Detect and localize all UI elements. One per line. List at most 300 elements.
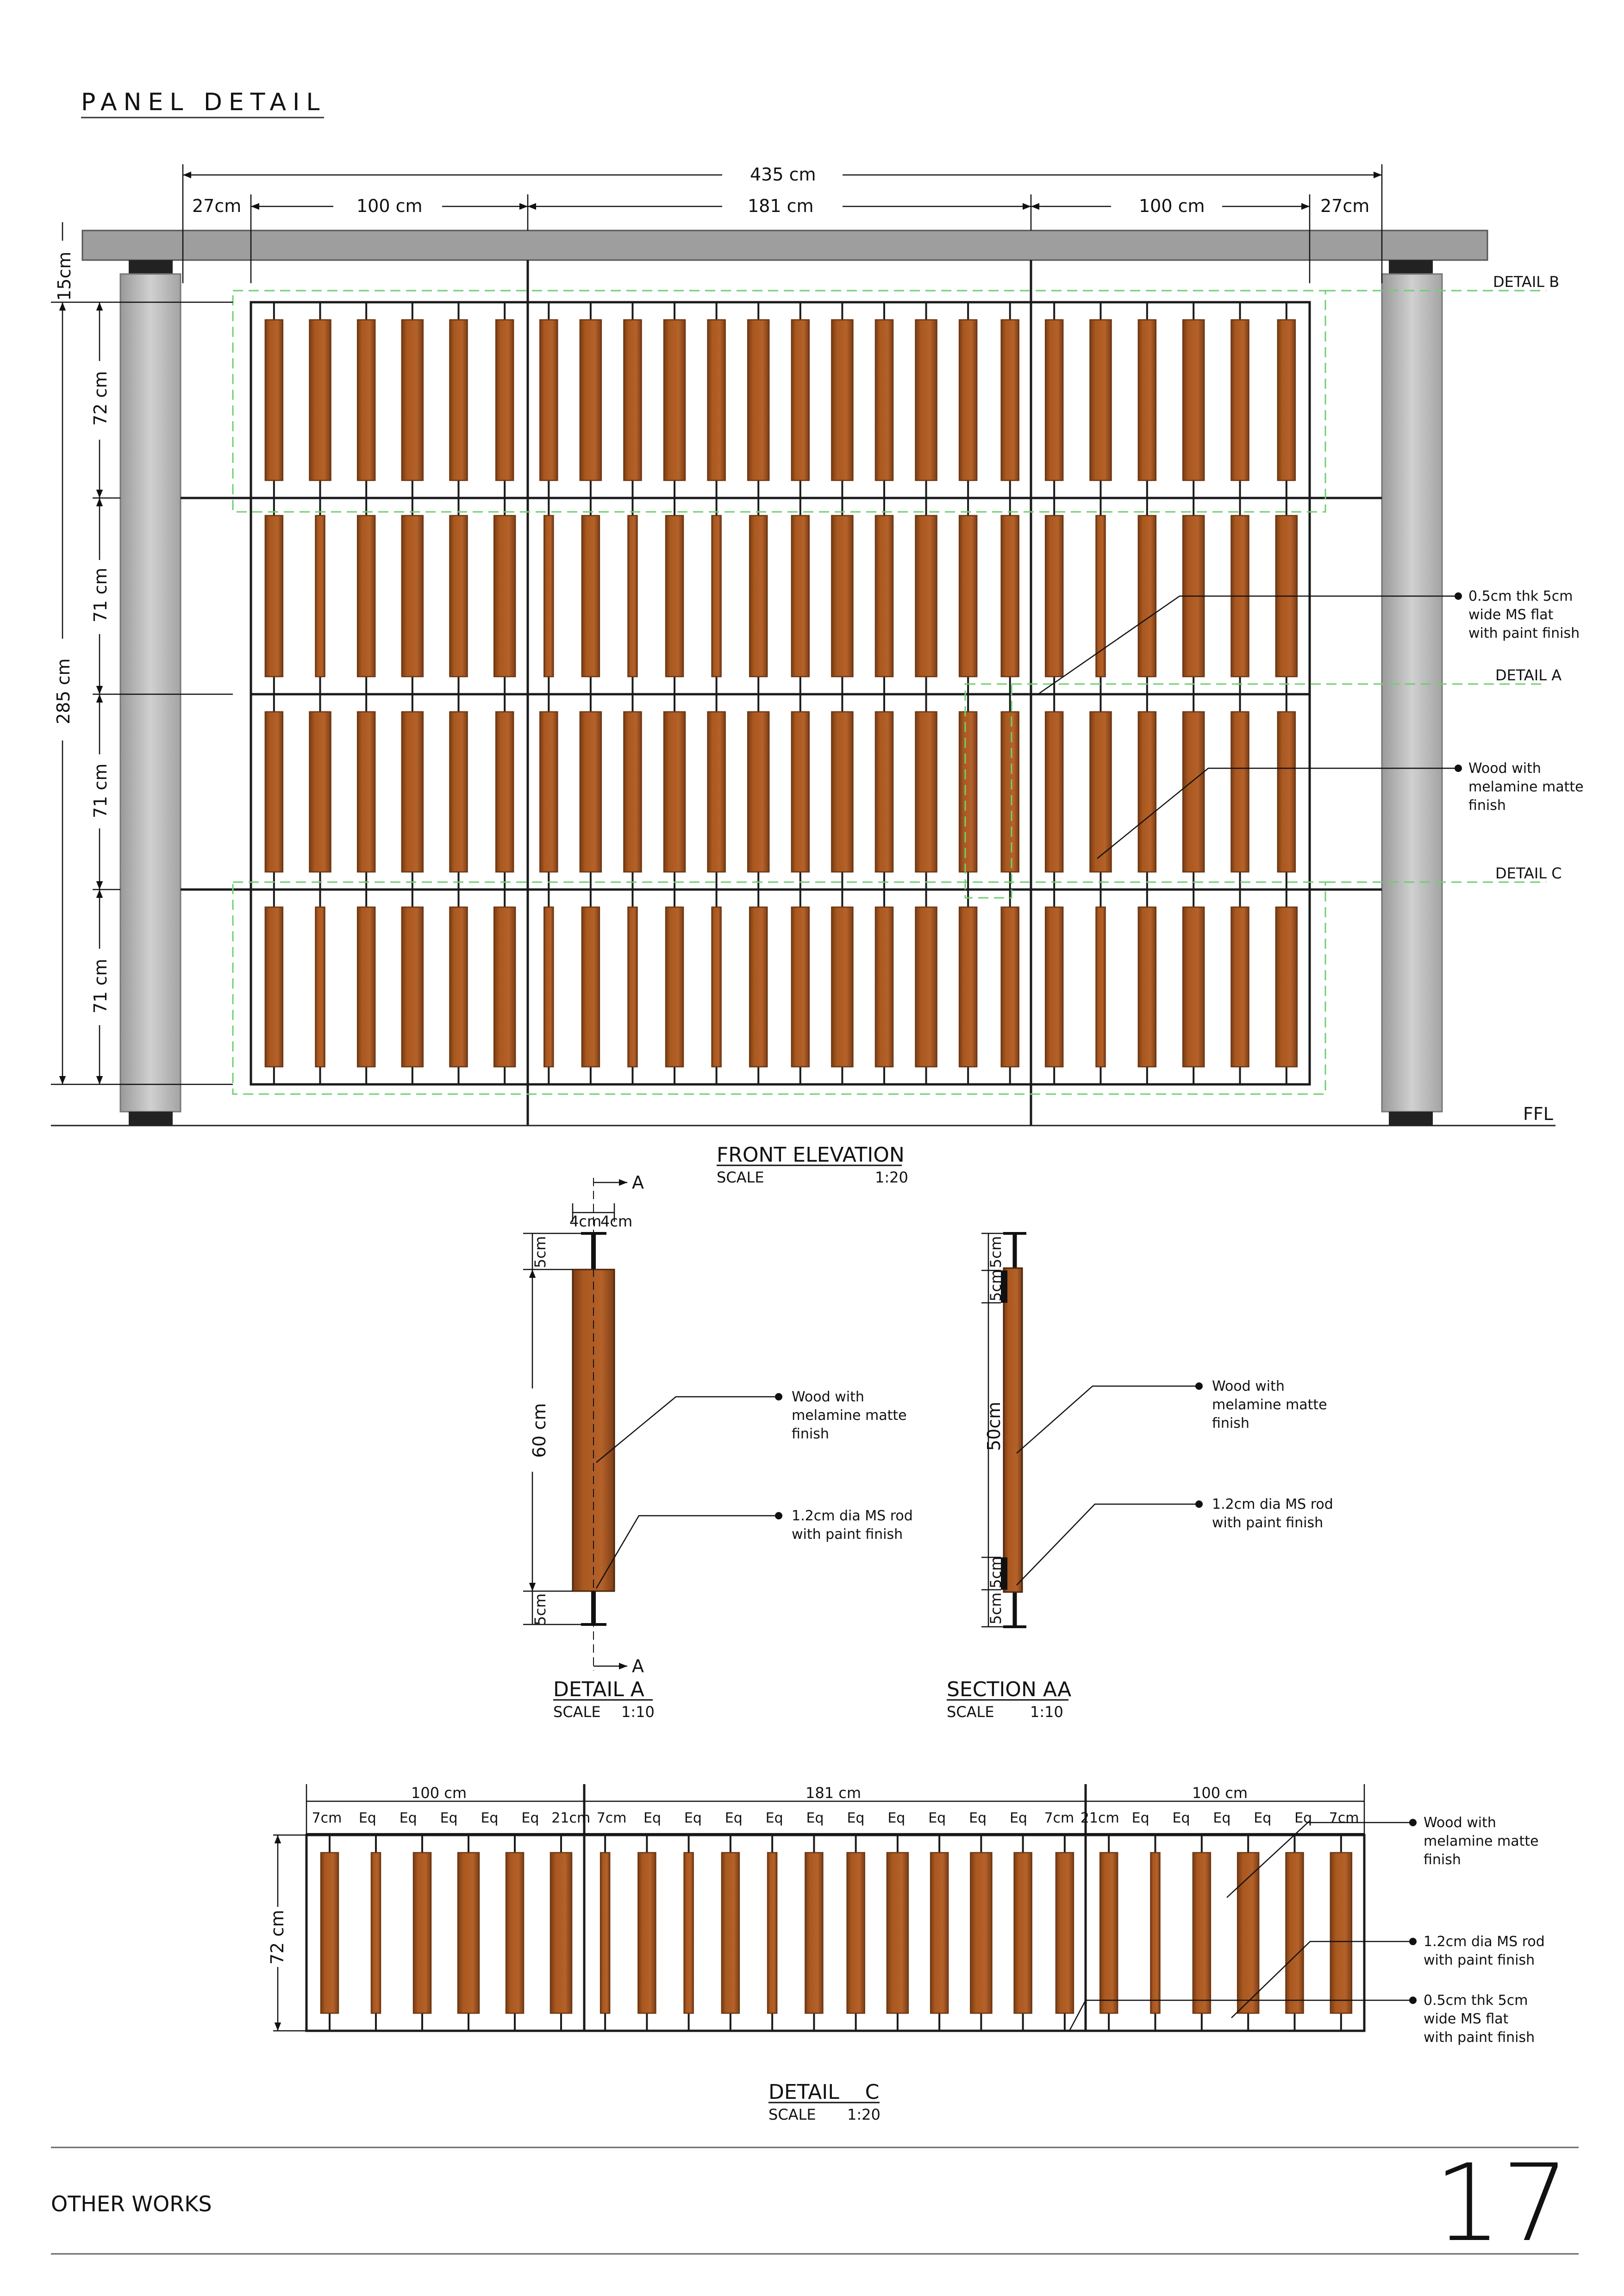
wood-slat [1330, 1853, 1352, 2013]
detail-c-slat-center-3 [684, 1835, 693, 2031]
detail-c-slat-left-1 [321, 1835, 338, 2031]
wood-slat [494, 907, 515, 1067]
detail-c-slat-center-8 [887, 1835, 908, 2031]
detail-c-spacing-label: 7cm [596, 1810, 627, 1826]
detail-c-spacing-label: Eq [440, 1810, 458, 1826]
detail-c-outline [233, 882, 1325, 1094]
elevation-slat-r1-center-11 [959, 302, 977, 498]
wood-slat [931, 1853, 948, 2013]
wood-slat [265, 907, 283, 1067]
wood-slat [450, 712, 468, 872]
wood-slat [316, 516, 325, 677]
elevation-slat-r4-left-4 [402, 890, 423, 1084]
wood-slat [638, 1853, 656, 2013]
detail-c-slat-right-5 [1286, 1835, 1304, 2031]
elevation-slat-r3-left-3 [357, 694, 375, 890]
wood-slat [666, 516, 683, 677]
wood-slat [1045, 320, 1063, 480]
wood-slat [1001, 712, 1019, 872]
elevation-slat-r1-center-7 [792, 302, 809, 498]
detail-a-dim-slat: 60 cm [529, 1403, 550, 1458]
detail-c-spacing-label: Eq [1131, 1810, 1149, 1826]
detail-c-spacing-label: Eq [1009, 1810, 1027, 1826]
elevation-slat-r3-right-3 [1138, 694, 1156, 890]
detail-c-dot-wood [1409, 1819, 1417, 1826]
elevation-slat-r3-center-1 [540, 694, 557, 890]
front-elevation-scale-value: 1:20 [875, 1169, 908, 1186]
elevation-slat-r3-center-9 [875, 694, 893, 890]
section-aa-dot-wood [1195, 1382, 1203, 1390]
detail-a-dot-wood [775, 1393, 782, 1400]
dim-row-4: 71 cm [90, 958, 111, 1014]
elevation-slat-r4-right-4 [1183, 890, 1204, 1084]
detail-c-spacing-label: Eq [725, 1810, 743, 1826]
wood-slat [684, 1853, 693, 2013]
wood-slat [959, 320, 977, 480]
elevation-slat-r2-right-1 [1045, 498, 1063, 694]
callout-dot-flat [1455, 592, 1462, 600]
dim-left-bay: 100 cm [356, 196, 423, 216]
detail-c-slat-center-12 [1056, 1835, 1074, 2031]
right-column-base [1389, 1112, 1433, 1126]
elevation-slat-r2-right-2 [1096, 498, 1106, 694]
front-elevation-title: FRONT ELEVATION [717, 1143, 905, 1167]
dim-right-bay: 100 cm [1139, 196, 1205, 216]
wood-slat [708, 712, 725, 872]
elevation-slat-r2-center-10 [916, 498, 937, 694]
elevation-slat-r1-right-4 [1183, 302, 1204, 498]
dim-row-3: 71 cm [90, 763, 111, 818]
wood-slat [959, 712, 977, 872]
front-elevation-scale-label: SCALE [717, 1169, 764, 1186]
detail-c-spacing-label: Eq [684, 1810, 702, 1826]
wood-slat [1014, 1853, 1032, 2013]
wood-slat [748, 712, 769, 872]
detail-c-slat-center-1 [600, 1835, 610, 2031]
elevation-slat-r3-center-7 [792, 694, 809, 890]
wood-slat [959, 516, 977, 677]
wood-slat [600, 1853, 610, 2013]
elevation-slat-r1-left-2 [310, 302, 331, 498]
detail-c-spacing-label: 21cm [1080, 1810, 1119, 1826]
wood-slat [628, 516, 637, 677]
section-aa [947, 1233, 1333, 1721]
elevation-slat-r1-right-2 [1090, 302, 1112, 498]
detail-c-slat-right-3 [1193, 1835, 1211, 2031]
elevation-slat-r4-center-5 [712, 890, 721, 1084]
detail-c-tag: DETAIL C [1495, 865, 1562, 882]
section-aa-slat [1004, 1268, 1022, 1592]
wood-slat [357, 516, 375, 677]
wood-slat [875, 712, 893, 872]
wood-slat [450, 907, 468, 1067]
detail-c-spacing-label: Eq [1294, 1810, 1312, 1826]
wood-slat [1278, 320, 1295, 480]
wood-slat [1237, 1853, 1259, 2013]
detail-c-slat-center-6 [805, 1835, 823, 2031]
elevation-slat-r4-right-5 [1231, 890, 1249, 1084]
elevation-slat-r3-center-10 [916, 694, 937, 890]
elevation-slat-r1-center-12 [1001, 302, 1019, 498]
detail-a-dim-half-right: 4cm [600, 1213, 633, 1230]
section-aa-dim-top-plate: 5cm [987, 1269, 1005, 1301]
section-aa-note-rod: 1.2cm dia MS rod with paint finish [1212, 1496, 1333, 1531]
elevation-slat-r2-center-12 [1001, 498, 1019, 694]
elevation-slat-r1-center-1 [540, 302, 557, 498]
elevation-slat-r2-center-5 [712, 498, 721, 694]
detail-c-spacing-label: Eq [1254, 1810, 1272, 1826]
wood-slat [1231, 320, 1249, 480]
wood-slat [496, 320, 513, 480]
wood-slat [916, 712, 937, 872]
wood-slat [1138, 516, 1156, 677]
detail-c-spacing-labels [312, 1810, 1359, 1826]
elevation-slat-r2-left-2 [316, 498, 325, 694]
detail-c-slat-right-6 [1330, 1835, 1352, 2031]
wood-slat [1045, 516, 1063, 677]
top-beam [82, 230, 1487, 260]
elevation-slat-r3-center-5 [708, 694, 725, 890]
front-elevation [51, 164, 1584, 1186]
section-aa-dim-bottom-plate: 5cm [987, 1556, 1005, 1588]
wood-slat [664, 320, 685, 480]
wood-slat [831, 516, 853, 677]
detail-c-spacing-label: 7cm [1044, 1810, 1074, 1826]
wood-slat [1138, 712, 1156, 872]
detail-c-spacing-label: Eq [643, 1810, 662, 1826]
detail-c-spacing-label: 21cm [551, 1810, 591, 1826]
wood-slat [916, 516, 937, 677]
sheet-heading: PANEL DETAIL [81, 88, 326, 116]
detail-c-slat-center-9 [931, 1835, 948, 2031]
detail-c-spacing-label: Eq [765, 1810, 783, 1826]
elevation-slat-r3-center-12 [1001, 694, 1019, 890]
wood-slat [847, 1853, 865, 2013]
detail-a-scale-label: SCALE [553, 1703, 601, 1721]
wood-slat [1100, 1853, 1118, 2013]
elevation-slat-r4-left-5 [450, 890, 468, 1084]
detail-c-slat-left-2 [371, 1835, 381, 2031]
wood-slat [550, 1853, 572, 2013]
elevation-slat-r4-center-11 [959, 890, 977, 1084]
detail-a-note-wood: Wood with melamine matte finish [792, 1389, 907, 1442]
dim-row-2: 71 cm [90, 567, 111, 622]
elevation-slat-r4-center-10 [916, 890, 937, 1084]
detail-b-tag: DETAIL B [1493, 273, 1560, 291]
detail-c-slat-center-11 [1014, 1835, 1032, 2031]
elevation-slat-r2-center-2 [582, 498, 600, 694]
wood-slat [580, 320, 601, 480]
detail-c-dim-left-bay: 100 cm [411, 1784, 467, 1802]
elevation-slat-r1-left-6 [496, 302, 513, 498]
detail-c-dot-rod [1409, 1938, 1417, 1945]
wood-slat [450, 320, 468, 480]
section-aa-scale-label: SCALE [947, 1703, 994, 1721]
elevation-slat-r2-center-6 [750, 498, 767, 694]
elevation-slat-r3-center-6 [748, 694, 769, 890]
detail-c-slat-left-3 [413, 1835, 431, 2031]
elevation-slat-r4-left-6 [494, 890, 515, 1084]
detail-c-note-rod: 1.2cm dia MS rod with paint finish [1424, 1934, 1545, 1968]
elevation-slat-r2-center-8 [831, 498, 853, 694]
elevation-slat-r1-right-5 [1231, 302, 1249, 498]
left-column [120, 274, 181, 1112]
wood-slat [792, 320, 809, 480]
wood-slat [540, 712, 557, 872]
elevation-slat-r1-left-5 [450, 302, 468, 498]
wood-slat [875, 320, 893, 480]
detail-c-spacing-label: Eq [358, 1810, 376, 1826]
detail-c-slats [321, 1835, 1352, 2031]
dim-overall-width: 435 cm [750, 164, 816, 185]
footer-section-label: OTHER WORKS [51, 2191, 212, 2216]
wood-slat [310, 320, 331, 480]
elevation-slat-r1-center-4 [664, 302, 685, 498]
elevation-slat-r4-center-9 [875, 890, 893, 1084]
elevation-slat-r4-center-7 [792, 890, 809, 1084]
detail-a-dot-rod [775, 1512, 782, 1519]
detail-a-scale-value: 1:10 [621, 1703, 655, 1721]
detail-c-dim-center-bay: 181 cm [806, 1784, 862, 1802]
elevation-slat-r3-center-8 [831, 694, 853, 890]
wood-slat [628, 907, 637, 1067]
wood-slat [1096, 907, 1106, 1067]
detail-a-tag: DETAIL A [1495, 666, 1562, 684]
wood-slat [357, 712, 375, 872]
callout-dot-wood [1455, 765, 1462, 772]
elevation-slat-r1-center-9 [875, 302, 893, 498]
wood-slat [708, 320, 725, 480]
wood-slat [1045, 712, 1063, 872]
wood-slat [1056, 1853, 1074, 2013]
elevation-slat-r3-left-1 [265, 694, 283, 890]
dim-left-offset: 27cm [192, 196, 242, 216]
wood-slat [831, 907, 853, 1067]
wood-slat [1001, 320, 1019, 480]
detail-b-outline [233, 291, 1325, 512]
section-mark-top: A [632, 1172, 644, 1193]
elevation-slat-r3-left-5 [450, 694, 468, 890]
page-number: 17 [1434, 2142, 1569, 2265]
wood-slat [666, 907, 683, 1067]
elevation-slat-r3-right-6 [1278, 694, 1295, 890]
detail-c-spacing-label: 7cm [312, 1810, 342, 1826]
right-column-cap [1389, 260, 1433, 274]
detail-a-callout-lines [596, 1397, 778, 1588]
detail-c-note-flat: 0.5cm thk 5cm wide MS flat with paint finish [1424, 1992, 1535, 2046]
dim-center-bay: 181 cm [748, 196, 814, 216]
elevation-slat-r4-right-3 [1138, 890, 1156, 1084]
elevation-slat-r1-left-4 [402, 302, 423, 498]
detail-c-slat-center-4 [722, 1835, 739, 2031]
wood-slat [805, 1853, 823, 2013]
wood-slat [768, 1853, 777, 2013]
wood-slat [1138, 320, 1156, 480]
wood-slat [1001, 516, 1019, 677]
detail-a-dim-half-left: 4cm [569, 1213, 602, 1230]
wood-slat [1001, 907, 1019, 1067]
wood-slat [494, 516, 515, 677]
detail-c-slat-center-2 [638, 1835, 656, 2031]
wood-slat [1138, 907, 1156, 1067]
wood-slat [1276, 907, 1297, 1067]
detail-c-scale-value: 1:20 [847, 2106, 881, 2123]
section-aa-dim-bottom-rod: 5cm [987, 1592, 1005, 1624]
wood-slat [1231, 712, 1249, 872]
wood-slat [402, 712, 423, 872]
wood-slat [959, 907, 977, 1067]
elevation-slat-r4-right-6 [1276, 890, 1297, 1084]
wood-slat [624, 712, 641, 872]
elevation-slat-r3-left-2 [310, 694, 331, 890]
detail-c-spacing-label: Eq [521, 1810, 539, 1826]
wood-slat [1193, 1853, 1211, 2013]
detail-c-spacing-label: Eq [1172, 1810, 1190, 1826]
wood-slat [371, 1853, 381, 2013]
note-wood: Wood with melamine matte finish [1468, 760, 1584, 814]
elevation-slat-r1-center-8 [831, 302, 853, 498]
elevation-slat-r4-center-6 [750, 890, 767, 1084]
elevation-slat-r1-center-5 [708, 302, 725, 498]
detail-c-dim-height: 72 cm [267, 1910, 287, 1965]
wood-slat [1183, 907, 1204, 1067]
detail-c-dot-flat [1409, 1997, 1417, 2004]
elevation-slat-r4-center-8 [831, 890, 853, 1084]
wood-slat [402, 320, 423, 480]
wood-slat [792, 712, 809, 872]
wood-slat [831, 712, 853, 872]
elevation-slat-r1-center-3 [624, 302, 641, 498]
elevation-slat-r3-left-6 [496, 694, 513, 890]
elevation-slat-r1-left-3 [357, 302, 375, 498]
elevation-slat-r4-center-3 [628, 890, 637, 1084]
section-aa-dim-slat: 50cm [984, 1401, 1004, 1451]
wood-slat [664, 712, 685, 872]
wood-slat [792, 907, 809, 1067]
wood-slat [722, 1853, 739, 2013]
elevation-slat-r1-right-1 [1045, 302, 1063, 498]
wood-slat [413, 1853, 431, 2013]
elevation-slat-r3-right-2 [1090, 694, 1112, 890]
elevation-slat-r2-center-4 [666, 498, 683, 694]
elevation-slat-r3-center-3 [624, 694, 641, 890]
wood-slat [265, 712, 283, 872]
detail-a-title: DETAIL A [553, 1678, 644, 1701]
wood-slat [750, 907, 767, 1067]
wood-slat [540, 320, 557, 480]
wood-slat [458, 1853, 479, 2013]
elevation-slat-r1-right-6 [1278, 302, 1295, 498]
detail-c [267, 1784, 1545, 2123]
wood-slat [887, 1853, 908, 2013]
wood-slat [748, 320, 769, 480]
right-column [1382, 274, 1442, 1112]
elevation-slat-r4-right-1 [1045, 890, 1063, 1084]
wood-slat [1286, 1853, 1304, 2013]
elevation-slat-r2-left-4 [402, 498, 423, 694]
elevation-slat-r2-right-3 [1138, 498, 1156, 694]
wood-slat [357, 320, 375, 480]
wood-slat [265, 516, 283, 677]
wood-slat [316, 907, 325, 1067]
wood-slat [875, 907, 893, 1067]
detail-a-dim-top-rod: 5cm [531, 1236, 549, 1268]
elevation-slat-r3-right-1 [1045, 694, 1063, 890]
wood-slat [1231, 907, 1249, 1067]
elevation-slat-r4-left-2 [316, 890, 325, 1084]
elevation-slat-r4-center-2 [582, 890, 600, 1084]
elevation-slat-r3-right-5 [1231, 694, 1249, 890]
wood-slat [1151, 1853, 1160, 2013]
wood-slat [310, 712, 331, 872]
wood-slat [875, 516, 893, 677]
elevation-slat-r2-center-11 [959, 498, 977, 694]
wood-slat [321, 1853, 338, 2013]
wood-slat [916, 907, 937, 1067]
wood-slat [1045, 907, 1063, 1067]
dim-row-1: 72 cm [90, 371, 111, 426]
wood-slat [450, 516, 468, 677]
section-mark-bottom: A [632, 1656, 644, 1676]
detail-c-spacing-label: Eq [887, 1810, 906, 1826]
elevation-slat-r2-center-3 [628, 498, 637, 694]
elevation-slat-r1-center-10 [916, 302, 937, 498]
wood-slat [357, 907, 375, 1067]
wood-slat [402, 516, 423, 677]
detail-c-slat-left-5 [506, 1835, 524, 2031]
left-column-base [129, 1112, 173, 1126]
wood-slat [582, 516, 600, 677]
detail-c-spacing-label: Eq [481, 1810, 499, 1826]
wood-slat [582, 907, 600, 1067]
detail-c-spacing-label: Eq [928, 1810, 946, 1826]
wood-slat [712, 516, 721, 677]
wood-slat [1183, 320, 1204, 480]
elevation-slat-r3-left-4 [402, 694, 423, 890]
elevation-slat-r2-center-7 [792, 498, 809, 694]
note-ms-flat: 0.5cm thk 5cm wide MS flat with paint finish [1468, 588, 1580, 641]
detail-c-title: DETAIL C [768, 2080, 880, 2104]
elevation-slat-r1-left-1 [265, 302, 283, 498]
section-aa-scale-value: 1:10 [1030, 1703, 1063, 1721]
wood-slat [1278, 712, 1295, 872]
section-aa-callout-lines [1017, 1386, 1198, 1585]
dim-right-offset: 27cm [1320, 196, 1370, 216]
ffl-label: FFL [1523, 1104, 1553, 1124]
wood-slat [712, 907, 721, 1067]
detail-c-dim-right-bay: 100 cm [1192, 1784, 1248, 1802]
wood-slat [1090, 712, 1112, 872]
wood-slat [265, 320, 283, 480]
detail-c-slat-center-10 [970, 1835, 992, 2031]
section-aa-dot-rod [1195, 1500, 1203, 1508]
detail-c-slat-center-7 [847, 1835, 865, 2031]
wood-slat [970, 1853, 992, 2013]
dim-beam-height: 15cm [54, 251, 75, 301]
elevation-slat-r2-center-1 [544, 498, 553, 694]
elevation-slat-r1-right-3 [1138, 302, 1156, 498]
detail-c-slat-center-5 [768, 1835, 777, 2031]
wood-slat [544, 516, 553, 677]
elevation-slat-r3-right-4 [1183, 694, 1204, 890]
elevation-slat-r2-left-1 [265, 498, 283, 694]
detail-c-spacing-label: Eq [969, 1810, 987, 1826]
wood-slat [402, 907, 423, 1067]
wood-slat [1183, 712, 1204, 872]
detail-c-spacing-label: Eq [847, 1810, 865, 1826]
detail-c-spacing-label: Eq [1213, 1810, 1231, 1826]
detail-c-spacing-label: Eq [806, 1810, 824, 1826]
